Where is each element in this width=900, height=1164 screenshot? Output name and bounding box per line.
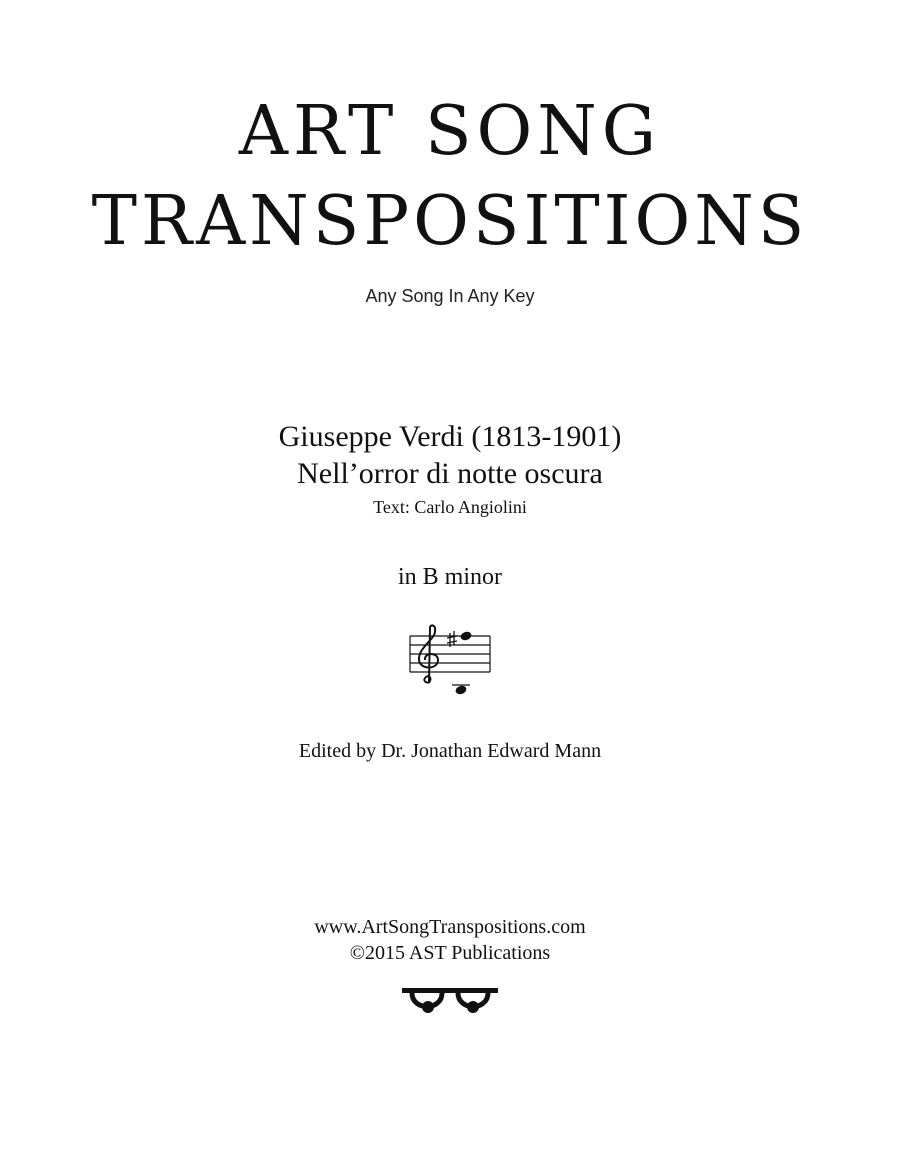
text-credit: Text: Carlo Angiolini: [373, 497, 527, 517]
high-note: [459, 630, 472, 641]
editor-credit: Edited by Dr. Jonathan Edward Mann: [298, 740, 602, 762]
ast-logo-icon: [398, 985, 502, 1025]
tagline: Any Song In Any Key: [365, 286, 535, 306]
vocal-range-staff: [400, 620, 500, 700]
composer: Giuseppe Verdi (1813-1901): [278, 420, 622, 453]
copyright: ©2015 AST Publications: [349, 942, 551, 964]
website-link: www.ArtSongTranspositions.com: [314, 916, 586, 938]
brand-title-line1: ART SONG: [238, 92, 662, 171]
key-label: in B minor: [397, 564, 502, 590]
low-note: [454, 684, 467, 695]
song-title: Nell’orror di notte oscura: [297, 457, 603, 490]
brand-title-line2: TRANSPOSITIONS: [91, 182, 809, 261]
